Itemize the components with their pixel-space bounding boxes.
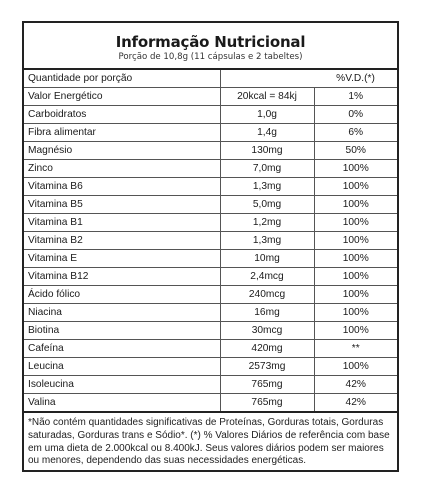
nutrient-name: Biotina	[24, 322, 220, 340]
nutrient-name: Vitamina B6	[24, 178, 220, 196]
nutrient-name: Leucina	[24, 358, 220, 376]
nutrition-facts-label	[22, 21, 399, 472]
nutrient-name: Vitamina E	[24, 250, 220, 268]
nutrient-daily-value: 0%	[314, 106, 397, 124]
column-header-amount: Quantidade por porção	[24, 70, 220, 88]
nutrient-amount: 1,3mg	[220, 178, 314, 196]
nutrition-table	[24, 70, 397, 413]
nutrient-daily-value: 1%	[314, 88, 397, 106]
nutrient-name: Cafeína	[24, 340, 220, 358]
nutrient-daily-value: 100%	[314, 250, 397, 268]
table-row	[24, 286, 397, 304]
nutrient-daily-value: 50%	[314, 142, 397, 160]
table-row	[24, 322, 397, 340]
nutrient-name: Ácido fólico	[24, 286, 220, 304]
nutrient-amount: 240mcg	[220, 286, 314, 304]
table-row	[24, 142, 397, 160]
label-header	[24, 23, 397, 70]
column-header-blank	[220, 70, 314, 88]
nutrient-daily-value: 100%	[314, 232, 397, 250]
nutrient-name: Vitamina B5	[24, 196, 220, 214]
nutrient-name: Zinco	[24, 160, 220, 178]
portion-size: Porção de 10,8g (11 cápsulas e 2 tabeltes)	[118, 52, 303, 62]
nutrient-amount: 30mcg	[220, 322, 314, 340]
table-row	[24, 178, 397, 196]
nutrient-daily-value: 100%	[314, 178, 397, 196]
nutrient-daily-value: 100%	[314, 304, 397, 322]
nutrient-amount: 7,0mg	[220, 160, 314, 178]
nutrient-name: Magnésio	[24, 142, 220, 160]
table-row	[24, 250, 397, 268]
nutrient-daily-value: 42%	[314, 394, 397, 413]
table-row	[24, 340, 397, 358]
nutrient-amount: 420mg	[220, 340, 314, 358]
nutrient-amount: 2573mg	[220, 358, 314, 376]
nutrient-amount: 1,3mg	[220, 232, 314, 250]
nutrient-amount: 1,4g	[220, 124, 314, 142]
column-header-daily-value: %V.D.(*)	[314, 70, 397, 88]
nutrient-daily-value: 100%	[314, 268, 397, 286]
nutrient-name: Niacina	[24, 304, 220, 322]
nutrient-daily-value: 100%	[314, 214, 397, 232]
table-row	[24, 214, 397, 232]
table-row	[24, 124, 397, 142]
table-row	[24, 394, 397, 413]
nutrient-amount: 2,4mcg	[220, 268, 314, 286]
nutrient-daily-value: 100%	[314, 322, 397, 340]
nutrient-amount: 16mg	[220, 304, 314, 322]
table-row	[24, 358, 397, 376]
nutrient-daily-value: 42%	[314, 376, 397, 394]
nutrient-amount: 765mg	[220, 394, 314, 413]
nutrient-name: Vitamina B1	[24, 214, 220, 232]
nutrient-amount: 1,0g	[220, 106, 314, 124]
table-row	[24, 106, 397, 124]
nutrient-name: Carboidratos	[24, 106, 220, 124]
table-row	[24, 268, 397, 286]
footnote: *Não contém quantidades significativas de Proteínas, Gorduras totais, Gorduras saturadas, Gorduras trans e Sódio*. (*) % Valores Diários de referência com base em uma dieta de 2.000kcal ou 8.400kJ. Seus valores diários podem ser maiores ou menores, dependendo das suas necessidades energéticas.	[28, 417, 390, 467]
table-row	[24, 160, 397, 178]
table-row	[24, 304, 397, 322]
nutrient-name: Valor Energético	[24, 88, 220, 106]
table-row	[24, 232, 397, 250]
nutrient-daily-value: 100%	[314, 196, 397, 214]
nutrient-daily-value: 100%	[314, 286, 397, 304]
nutrient-amount: 10mg	[220, 250, 314, 268]
nutrient-daily-value: 100%	[314, 160, 397, 178]
table-row	[24, 88, 397, 106]
nutrient-name: Valina	[24, 394, 220, 413]
nutrient-name: Vitamina B12	[24, 268, 220, 286]
table-header-row	[24, 70, 397, 88]
nutrient-name: Vitamina B2	[24, 232, 220, 250]
nutrient-daily-value: 100%	[314, 358, 397, 376]
nutrient-name: Isoleucina	[24, 376, 220, 394]
nutrient-name: Fibra alimentar	[24, 124, 220, 142]
nutrient-amount: 765mg	[220, 376, 314, 394]
nutrient-amount: 130mg	[220, 142, 314, 160]
nutrient-amount: 1,2mg	[220, 214, 314, 232]
nutrient-daily-value: **	[314, 340, 397, 358]
label-title: Informação Nutricional	[115, 33, 306, 51]
nutrient-amount: 5,0mg	[220, 196, 314, 214]
nutrient-amount: 20kcal = 84kj	[220, 88, 314, 106]
table-row	[24, 196, 397, 214]
nutrient-daily-value: 6%	[314, 124, 397, 142]
table-row	[24, 376, 397, 394]
